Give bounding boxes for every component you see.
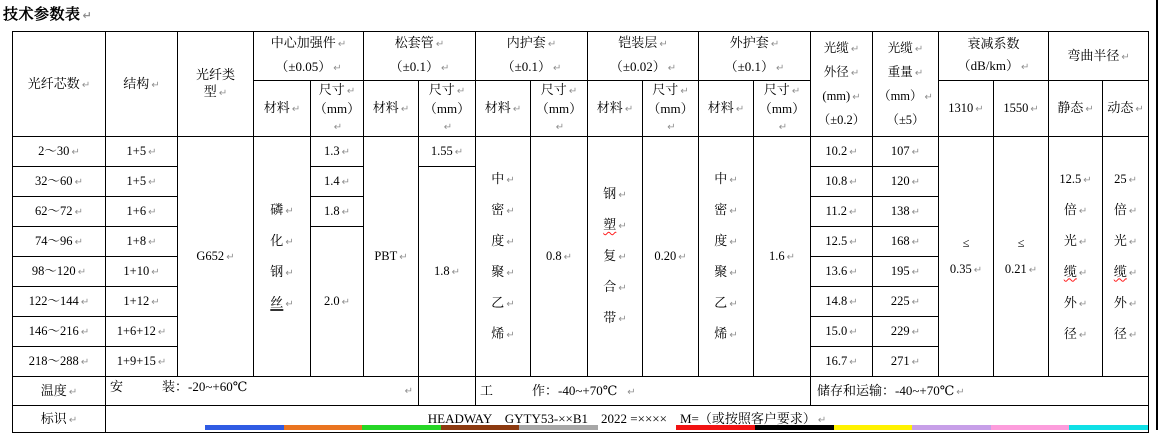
paragraph-mark: ↵ [435, 39, 445, 50]
weight-cell: 168 ↵ [873, 227, 939, 257]
header-1550: 1550 ↵ [994, 81, 1049, 137]
paragraph-mark: ↵ [148, 206, 157, 218]
structure-cell: 1+10 ↵ [106, 257, 178, 287]
paragraph-mark: ↵ [852, 91, 861, 103]
paragraph-mark: ↵ [1078, 329, 1088, 341]
armor-material-cell: 钢 ↵ 塑 ↵ 复 ↵ 合 ↵ 带 ↵ [588, 137, 643, 377]
od-cell: 10.8 ↵ [811, 167, 873, 197]
paragraph-mark: ↵ [849, 326, 858, 338]
paragraph-mark: ↵ [80, 356, 90, 368]
paragraph-mark: ↵ [568, 86, 578, 97]
od-cell: 12.5 ↵ [811, 227, 873, 257]
paragraph-mark: ↵ [1128, 298, 1138, 310]
header-outer-material: 材料 ↵ [699, 81, 754, 137]
cores-cell: 122～144 ↵ [13, 287, 106, 317]
identification-label: 标识 ↵ [13, 406, 106, 433]
paragraph-mark: ↵ [80, 326, 90, 338]
weight-cell: 271 ↵ [873, 347, 939, 377]
paragraph-mark: ↵ [151, 296, 160, 308]
paragraph-mark: ↵ [924, 91, 933, 103]
temperature-label: 温度 ↵ [13, 377, 106, 406]
paragraph-mark: ↵ [148, 176, 157, 188]
od-cell: 14.8 ↵ [811, 287, 873, 317]
paragraph-mark: ↵ [1021, 62, 1030, 73]
paragraph-mark: ↵ [1083, 174, 1092, 186]
paragraph-mark: ↵ [285, 205, 294, 217]
page-edge-line [1156, 0, 1158, 430]
paragraph-mark: ↵ [74, 176, 83, 188]
paragraph-mark: ↵ [729, 267, 738, 279]
paragraph-mark: ↵ [849, 206, 858, 218]
paragraph-mark: ↵ [341, 176, 350, 188]
fiber-color-strip [205, 425, 1148, 430]
page-title: 技术参数表 ↵ [3, 7, 93, 23]
cores-cell: 218～288 ↵ [13, 347, 106, 377]
paragraph-mark: ↵ [914, 67, 924, 79]
od-cell: 10.2 ↵ [811, 137, 873, 167]
paragraph-mark: ↵ [148, 146, 157, 158]
paragraph-mark: ↵ [618, 314, 627, 325]
paragraph-mark: ↵ [678, 251, 687, 263]
paragraph-mark: ↵ [74, 236, 83, 248]
inner-size-cell: 0.8 ↵ [531, 137, 588, 377]
paragraph-mark: ↵ [778, 122, 788, 133]
install-temperature-cell: 安 装：-20~+60℃ ↵ [106, 377, 419, 406]
weight-cell: 229 ↵ [873, 317, 939, 347]
header-inner-size: 尺寸 ↵ （mm）↵ [531, 81, 588, 137]
paragraph-mark: ↵ [911, 206, 921, 218]
paragraph-mark: ↵ [729, 174, 738, 186]
paragraph-mark: ↵ [1078, 298, 1088, 310]
bend-static-cell: 12.5 ↵ 倍 ↵ 光 ↵ 缆 ↵ 外 ↵ 径 ↵ [1049, 137, 1103, 377]
header-strength-material: 材料 ↵ [254, 81, 311, 137]
od-cell: 16.7 ↵ [811, 347, 873, 377]
paragraph-mark: ↵ [285, 298, 294, 310]
header-loose-tube: 松套管 ↵ （±0.1） ↵ [364, 32, 476, 81]
paragraph-mark: ↵ [618, 221, 627, 232]
fiber-type-cell: G652 ↵ [178, 137, 254, 377]
paragraph-mark: ↵ [226, 251, 235, 263]
strength-material-cell: 磷 ↵ 化 ↵ 钢 ↵ 丝 ↵ [254, 137, 311, 377]
paragraph-mark: ↵ [849, 356, 858, 368]
paragraph-mark: ↵ [1135, 104, 1144, 115]
paragraph-mark: ↵ [659, 39, 668, 50]
strength-size-cell: 1.3 ↵ [311, 137, 364, 167]
paragraph-mark: ↵ [400, 104, 410, 115]
spec-table [12, 31, 1149, 433]
paragraph-mark: ↵ [729, 205, 738, 217]
loose-material-cell: PBT ↵ [364, 137, 419, 377]
paragraph-mark: ↵ [506, 236, 515, 248]
structure-cell: 1+9+15 ↵ [106, 347, 178, 377]
paragraph-mark: ↵ [82, 9, 93, 22]
od-cell: 13.6 ↵ [811, 257, 873, 287]
paragraph-mark: ↵ [553, 63, 562, 74]
paragraph-mark: ↵ [776, 63, 785, 74]
paragraph-mark: ↵ [291, 104, 301, 115]
paragraph-mark: ↵ [627, 386, 636, 398]
weight-cell: 120 ↵ [873, 167, 939, 197]
paragraph-mark: ↵ [68, 386, 78, 398]
weight-cell: 138 ↵ [873, 197, 939, 227]
header-row-1 [13, 32, 1149, 81]
paragraph-mark: ↵ [506, 205, 515, 217]
paragraph-mark: ↵ [441, 63, 450, 74]
cores-cell: 2～30 ↵ [13, 137, 106, 167]
paragraph-mark: ↵ [817, 414, 827, 426]
paragraph-mark: ↵ [506, 267, 515, 279]
paragraph-mark: ↵ [729, 236, 738, 248]
paragraph-mark: ↵ [151, 79, 160, 91]
paragraph-mark: ↵ [849, 296, 858, 308]
od-cell: 15.0 ↵ [811, 317, 873, 347]
paragraph-mark: ↵ [337, 39, 347, 50]
paragraph-mark: ↵ [735, 104, 745, 115]
header-fiber-count: 光纤芯数 ↵ [13, 32, 106, 137]
paragraph-mark: ↵ [914, 43, 924, 55]
header-inner-sheath: 内护套 ↵ （±0.1） ↵ [476, 32, 588, 81]
header-strength-size: 尺寸 ↵ （mm）↵ [311, 81, 364, 137]
header-armor-layer: 铠装层 ↵ （±0.02） ↵ [588, 32, 699, 81]
working-temperature-cell: 工 作：-40~+70℃ ↵ [476, 377, 811, 406]
header-structure: 结构 ↵ [106, 32, 178, 137]
paragraph-mark: ↵ [849, 266, 858, 278]
paragraph-mark: ↵ [791, 86, 801, 97]
paragraph-mark: ↵ [341, 206, 350, 218]
paragraph-mark: ↵ [506, 174, 515, 186]
inner-material-cell: 中 ↵ 密 ↵ 度 ↵ 聚 ↵ 乙 ↵ 烯 ↵ [476, 137, 531, 377]
paragraph-mark: ↵ [850, 43, 860, 55]
paragraph-mark: ↵ [850, 67, 860, 79]
header-outer-sheath: 外护套 ↵ （±0.1） ↵ [699, 32, 811, 81]
attenuation-1550-cell: ≤ 0.21 ↵ [994, 137, 1049, 377]
paragraph-mark: ↵ [80, 296, 90, 308]
paragraph-mark: ↵ [399, 251, 408, 263]
paragraph-mark: ↵ [71, 146, 80, 158]
bend-dynamic-cell: 25 ↵ 倍 ↵ 光 ↵ 缆 ↵ 外 ↵ 径 ↵ [1103, 137, 1149, 377]
paragraph-mark: ↵ [1121, 51, 1130, 63]
table-row [13, 137, 1149, 167]
paragraph-mark: ↵ [849, 236, 858, 248]
paragraph-mark: ↵ [973, 264, 983, 276]
header-cable-weight: 光缆 ↵ 重量 ↵ （mm） ↵ （±5） [873, 32, 939, 137]
technical-parameters-table [12, 31, 1149, 433]
strength-size-cell: 2.0 ↵ [311, 227, 364, 377]
paragraph-mark: ↵ [1030, 103, 1039, 115]
paragraph-mark: ↵ [1128, 267, 1138, 279]
paragraph-mark: ↵ [770, 39, 780, 50]
paragraph-mark: ↵ [667, 63, 677, 74]
paragraph-mark: ↵ [555, 122, 565, 133]
paragraph-mark: ↵ [341, 146, 350, 158]
weight-cell: 225 ↵ [873, 287, 939, 317]
weight-cell: 107 ↵ [873, 137, 939, 167]
paragraph-mark: ↵ [911, 296, 921, 308]
paragraph-mark: ↵ [547, 39, 557, 50]
empty-cell [419, 377, 476, 406]
paragraph-mark: ↵ [849, 176, 858, 188]
structure-cell: 1+8 ↵ [106, 227, 178, 257]
paragraph-mark: ↵ [729, 329, 738, 341]
header-loose-material: 材料 ↵ [364, 81, 419, 137]
paragraph-mark: ↵ [1128, 236, 1138, 248]
header-fiber-type: 光纤类 型 ↵ [178, 32, 254, 137]
structure-cell: 1+6+12 ↵ [106, 317, 178, 347]
header-bend-dynamic: 动态 ↵ [1103, 81, 1149, 137]
paragraph-mark: ↵ [512, 104, 522, 115]
paragraph-mark: ↵ [911, 326, 921, 338]
paragraph-mark: ↵ [1078, 236, 1088, 248]
paragraph-mark: ↵ [1128, 174, 1137, 186]
paragraph-mark: ↵ [849, 146, 858, 158]
paragraph-mark: ↵ [624, 104, 634, 115]
paragraph-mark: ↵ [77, 266, 87, 278]
header-attenuation: 衰减系数 （dB/km） ↵ [939, 32, 1049, 81]
header-bend-static: 静态 ↵ [1049, 81, 1103, 137]
paragraph-mark: ↵ [911, 236, 921, 248]
cores-cell: 62～72 ↵ [13, 197, 106, 227]
paragraph-mark: ↵ [404, 385, 413, 397]
cores-cell: 74～96 ↵ [13, 227, 106, 257]
strength-size-cell: 1.4 ↵ [311, 167, 364, 197]
paragraph-mark: ↵ [456, 86, 466, 97]
paragraph-mark: ↵ [81, 79, 91, 91]
paragraph-mark: ↵ [667, 122, 676, 133]
strength-size-cell: 1.8 ↵ [311, 197, 364, 227]
paragraph-mark: ↵ [74, 206, 83, 218]
paragraph-mark: ↵ [911, 266, 921, 278]
header-bend-radius: 弯曲半径 ↵ [1049, 32, 1149, 81]
paragraph-mark: ↵ [151, 266, 160, 278]
paragraph-mark: ↵ [218, 88, 228, 99]
header-central-strength-member: 中心加强件 ↵ （±0.05） ↵ [254, 32, 364, 81]
temperature-row [13, 377, 1149, 406]
cores-cell: 146～216 ↵ [13, 317, 106, 347]
paragraph-mark: ↵ [506, 298, 515, 310]
structure-cell: 1+5 ↵ [106, 137, 178, 167]
loose-size-cell: 1.55 ↵ [419, 137, 476, 167]
paragraph-mark: ↵ [680, 86, 689, 97]
header-outer-size: 尺寸 ↵ （mm）↵ [754, 81, 811, 137]
paragraph-mark: ↵ [618, 283, 627, 294]
weight-cell: 195 ↵ [873, 257, 939, 287]
paragraph-mark: ↵ [451, 266, 460, 278]
identification-value: HEADWAY GYTY53-××B1 2022 =×××× M=（或按照客户要求） ↵ [106, 406, 1149, 433]
header-armor-material: 材料 ↵ [588, 81, 643, 137]
paragraph-mark: ↵ [618, 252, 627, 263]
structure-cell: 1+6 ↵ [106, 197, 178, 227]
paragraph-mark: ↵ [443, 122, 453, 133]
paragraph-mark: ↵ [911, 176, 921, 188]
paragraph-mark: ↵ [1085, 104, 1094, 115]
paragraph-mark: ↵ [911, 356, 921, 368]
paragraph-mark: ↵ [1028, 264, 1038, 276]
cores-cell: 98～120 ↵ [13, 257, 106, 287]
paragraph-mark: ↵ [975, 103, 984, 115]
paragraph-mark: ↵ [1128, 329, 1138, 341]
structure-cell: 1+5 ↵ [106, 167, 178, 197]
header-cable-od: 光缆 ↵ 外径 ↵ (mm) ↵ （±0.2） [811, 32, 873, 137]
paragraph-mark: ↵ [618, 190, 627, 201]
loose-size-cell: 1.8 ↵ [419, 167, 476, 377]
paragraph-mark: ↵ [563, 251, 572, 263]
paragraph-mark: ↵ [786, 251, 795, 263]
header-1310: 1310 ↵ [939, 81, 994, 137]
paragraph-mark: ↵ [157, 356, 167, 368]
paragraph-mark: ↵ [911, 146, 921, 158]
od-cell: 11.2 ↵ [811, 197, 873, 227]
cores-cell: 32～60 ↵ [13, 167, 106, 197]
paragraph-mark: ↵ [285, 267, 294, 279]
paragraph-mark: ↵ [346, 86, 356, 97]
paragraph-mark: ↵ [68, 414, 78, 426]
armor-size-cell: 0.20 ↵ [643, 137, 699, 377]
paragraph-mark: ↵ [729, 298, 738, 310]
paragraph-mark: ↵ [956, 386, 965, 398]
structure-cell: 1+12 ↵ [106, 287, 178, 317]
paragraph-mark: ↵ [506, 329, 515, 341]
paragraph-mark: ↵ [157, 326, 167, 338]
paragraph-mark: ↵ [1128, 205, 1138, 217]
paragraph-mark: ↵ [148, 236, 157, 248]
paragraph-mark: ↵ [285, 236, 294, 248]
paragraph-mark: ↵ [1078, 205, 1088, 217]
paragraph-mark: ↵ [454, 146, 464, 158]
outer-size-cell: 1.6 ↵ [754, 137, 811, 377]
storage-temperature-cell: 储存和运输：-40~+70℃ ↵ [811, 377, 1149, 406]
header-inner-material: 材料 ↵ [476, 81, 531, 137]
outer-material-cell: 中 ↵ 密 ↵ 度 ↵ 聚 ↵ 乙 ↵ 烯 ↵ [699, 137, 754, 377]
paragraph-mark: ↵ [333, 122, 343, 133]
header-loose-size: 尺寸 ↵ （mm）↵ [419, 81, 476, 137]
paragraph-mark: ↵ [1078, 267, 1088, 279]
attenuation-1310-cell: ≤ 0.35 ↵ [939, 137, 994, 377]
header-armor-size: 尺寸 ↵ （mm）↵ [643, 81, 699, 137]
paragraph-mark: ↵ [333, 63, 342, 74]
paragraph-mark: ↵ [341, 296, 350, 308]
